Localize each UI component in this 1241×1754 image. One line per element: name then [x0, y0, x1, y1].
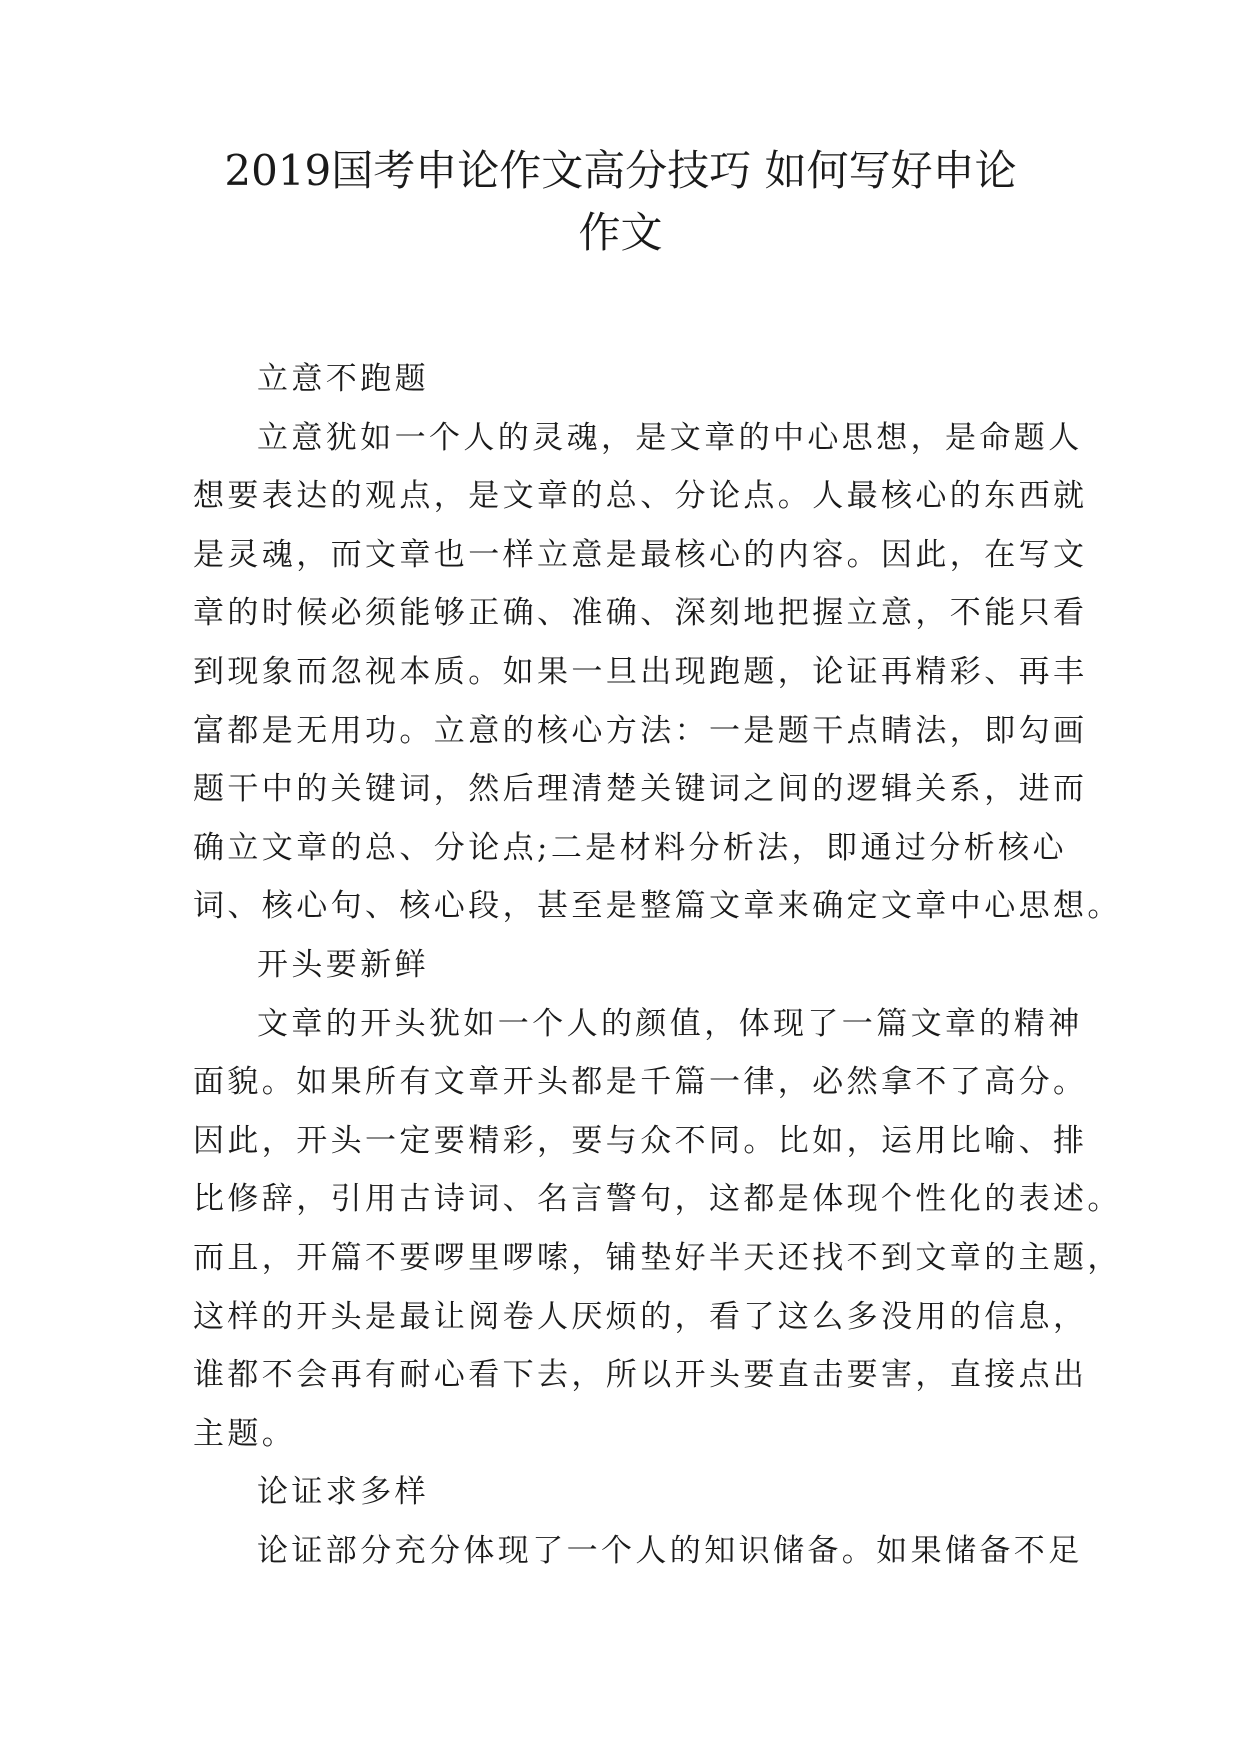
paragraph-line-start: 论证部分充分体现了一个人的知识储备。如果储备不足	[257, 1532, 1083, 1569]
document-body	[193, 350, 1122, 1580]
paragraph-line: 题干中的关键词，然后理清楚关键词之间的逻辑关系，进而	[193, 771, 1088, 808]
paragraph-line: 想要表达的观点，是文章的总、分论点。人最核心的东西就	[193, 478, 1088, 515]
document-title	[150, 140, 1091, 264]
paragraph-line: 因此，开头一定要精彩，要与众不同。比如，运用比喻、排	[193, 1122, 1088, 1159]
paragraph-line: 而且，开篇不要啰里啰嗦，铺垫好半天还找不到文章的主题，	[193, 1239, 1122, 1276]
paragraph-line: 主题。	[193, 1415, 297, 1452]
paragraph-line: 词、核心句、核心段，甚至是整篇文章来确定文章中心思想。	[193, 888, 1122, 925]
paragraph-line-start: 立意犹如一个人的灵魂，是文章的中心思想，是命题人	[257, 419, 1083, 456]
paragraph-line: 章的时候必须能够正确、准确、深刻地把握立意，不能只看	[193, 595, 1088, 632]
paragraph-line: 面貌。如果所有文章开头都是千篇一律，必然拿不了高分。	[193, 1064, 1088, 1101]
paragraph-line: 比修辞，引用古诗词、名言警句，这都是体现个性化的表述。	[193, 1181, 1122, 1218]
paragraph-line: 是灵魂，而文章也一样立意是最核心的内容。因此，在写文	[193, 536, 1088, 573]
title-line-1: 2019国考申论作文高分技巧 如何写好申论	[224, 146, 1017, 195]
paragraph-line: 这样的开头是最让阅卷人厌烦的，看了这么多没用的信息，	[193, 1298, 1088, 1335]
paragraph-line-start: 立意不跑题	[257, 361, 429, 397]
paragraph-line-start: 开头要新鲜	[257, 946, 429, 983]
paragraph-line: 谁都不会再有耐心看下去，所以开头要直击要害，直接点出	[193, 1357, 1088, 1394]
paragraph-line: 确立文章的总、分论点;二是材料分析法，即通过分析核心	[193, 829, 1067, 866]
paragraph-line: 富都是无用功。立意的核心方法：一是题干点睛法，即勾画	[193, 712, 1088, 749]
paragraph-line: 到现象而忽视本质。如果一旦出现跑题，论证再精彩、再丰	[193, 653, 1088, 690]
paragraph-line-start: 文章的开头犹如一个人的颜值，体现了一篇文章的精神	[257, 1005, 1083, 1042]
title-line-2: 作文	[578, 208, 663, 257]
paragraph-line-start: 论证求多样	[257, 1474, 429, 1511]
